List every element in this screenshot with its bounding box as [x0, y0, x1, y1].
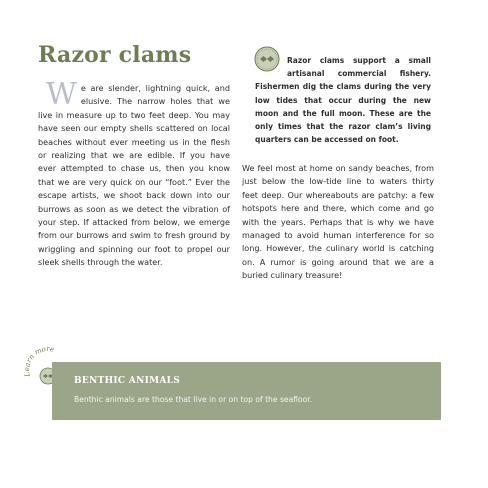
sidebar-note-text: Razor clams support a small artisanal commercial fishery. Fishermen dig the clams during the very low tides that occur during the new moon and the full moon. These are the only times that the razor clam’s living quarters can be accessed on foot. [255, 56, 431, 145]
left-column [38, 77, 230, 270]
benthic-callout [52, 362, 441, 420]
benthic-text: Benthic animals are those that live in or on top of the seafloor. [74, 395, 313, 404]
benthic-heading: BENTHIC ANIMALS [74, 376, 181, 386]
right-column [242, 162, 434, 283]
learn-more-label: Learn more [22, 346, 55, 378]
drop-cap: W [46, 77, 77, 112]
page-title: Razor clams [38, 42, 192, 68]
left-column-text: e are slender, lightning quick, and elusive. The narrow holes that we live in measure up to two feet deep. You may have seen our empty shells scattered on local beaches without ever meeting us in the flesh or realizing that we are edible. If you have ever attempted to chase us, then you know that we are very quick on our “foot.” Ever the escape artists, we shoot back down into our burrows as soon as we detect the vibration of your step. If attacked from below, we emerge from our burrows and swim to fresh ground by wriggling and spinning our foot to propel our sleek shells through the water. [38, 83, 230, 268]
sidebar-note [255, 54, 431, 146]
right-column-text: We feel most at home on sandy beaches, from just below the low-tide line to waters thirty feet deep. Our whereabouts are patchy: a few hotspots here and there, which come and go with the years. Perhaps that is why we have managed to avoid human interference for so long. However, the culinary world is catching on. A rumor is going around that we are a buried culinary treasure! [242, 163, 434, 281]
